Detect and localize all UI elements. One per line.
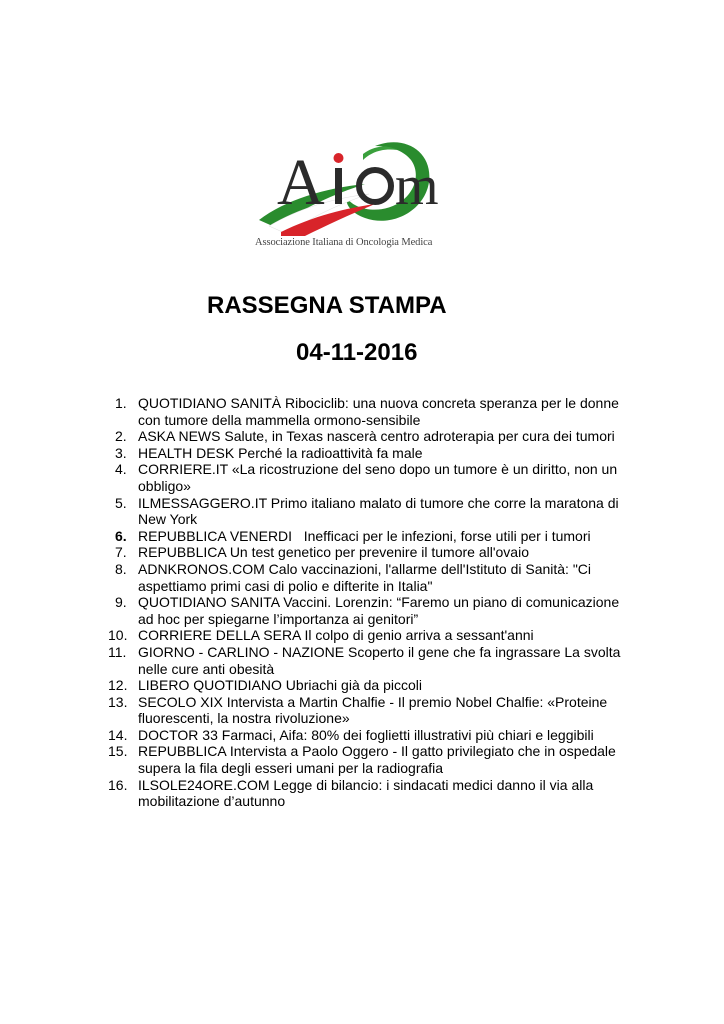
page-date: 04-11-2016	[296, 339, 418, 366]
list-item	[108, 544, 628, 561]
item-text: ILMESSAGGERO.IT Primo italiano malato di tumore che corre la maratona di New York	[138, 494, 619, 528]
item-number: 6.	[115, 527, 127, 544]
press-review-list	[108, 395, 628, 810]
item-number: 9.	[115, 594, 127, 611]
item-text: QUOTIDIANO SANITA Vaccini. Lorenzin: “Faremo un piano di comunicazione ad hoc per spiegarne l’importanza ai genitori”	[138, 594, 620, 627]
item-number: 2.	[115, 428, 127, 445]
list-item	[108, 644, 628, 677]
item-text: GIORNO - CARLINO - NAZIONE Scoperto il gene che fa ingrassare La svolta nelle cure anti obesità	[138, 643, 621, 677]
aiom-logo	[255, 138, 470, 258]
item-number: 12.	[108, 677, 128, 694]
list-item	[108, 445, 628, 462]
item-text: REPUBBLICA VENERDI Inefficaci per le infezioni, forse utili per i tumori	[138, 527, 591, 544]
item-number: 5.	[115, 494, 127, 511]
item-number: 4.	[115, 461, 127, 478]
item-number: 11.	[108, 643, 127, 660]
item-number: 1.	[115, 395, 127, 411]
item-text: ILSOLE24ORE.COM Legge di bilancio: i sindacati medici danno il via alla mobilitazione d’autunno	[138, 776, 594, 810]
item-number: 10.	[108, 627, 128, 644]
item-text: DOCTOR 33 Farmaci, Aifa: 80% dei foglietti illustrativi più chiari e leggibili	[138, 726, 594, 743]
list-item	[108, 727, 628, 744]
list-item	[108, 594, 628, 627]
item-number: 3.	[115, 444, 127, 461]
item-number: 16.	[108, 776, 128, 793]
item-text: LIBERO QUOTIDIANO Ubriachi già da piccoli	[138, 677, 422, 694]
item-text: QUOTIDIANO SANITÀ Ribociclib: una nuova concreta speranza per le donne con tumore della mammella ormono-sensibile	[138, 395, 619, 428]
list-item	[108, 528, 628, 545]
item-number: 15.	[108, 743, 128, 760]
logo-caption: Associazione Italiana di Oncologia Medica	[255, 237, 433, 248]
item-text: REPUBBLICA Un test genetico per prevenire il tumore all'ovaio	[138, 544, 529, 561]
item-text: SECOLO XIX Intervista a Martin Chalfie - Il premio Nobel Chalfie: «Proteine fluorescenti, la nostra rivoluzione»	[138, 693, 608, 727]
item-text: ADNKRONOS.COM Calo vaccinazioni, l'allarme dell'Istituto di Sanità: "Ci aspettiamo primi casi di polio e difterite in Italia"	[138, 560, 592, 594]
item-text: REPUBBLICA Intervista a Paolo Oggero - Il gatto privilegiato che in ospedale supera la fila degli esseri umani per la radiografia	[138, 743, 616, 777]
svg-text:A: A	[277, 146, 325, 219]
list-item	[108, 677, 628, 694]
page-title: RASSEGNA STAMPA	[207, 292, 447, 319]
list-item	[108, 777, 628, 810]
list-item	[108, 561, 628, 594]
list-item	[108, 495, 628, 528]
svg-text:m: m	[395, 155, 439, 217]
item-text: ASKA NEWS Salute, in Texas nascerà centro adroterapia per cura dei tumori	[138, 428, 615, 445]
item-number: 14.	[108, 726, 128, 743]
item-text: CORRIERE DELLA SERA Il colpo di genio arriva a sessant'anni	[138, 627, 534, 644]
list-item	[108, 428, 628, 445]
list-item	[108, 627, 628, 644]
item-text: HEALTH DESK Perché la radioattività fa male	[138, 444, 423, 461]
list-item	[108, 461, 628, 494]
item-number: 7.	[115, 544, 127, 561]
aiom-logo-mark	[255, 138, 470, 236]
item-text: CORRIERE.IT «La ricostruzione del seno dopo un tumore è un diritto, non un obbligo»	[138, 461, 618, 494]
item-number: 13.	[108, 693, 128, 710]
list-item	[108, 694, 628, 727]
item-number: 8.	[115, 560, 127, 577]
list-item	[108, 743, 628, 776]
list-item	[108, 395, 628, 428]
